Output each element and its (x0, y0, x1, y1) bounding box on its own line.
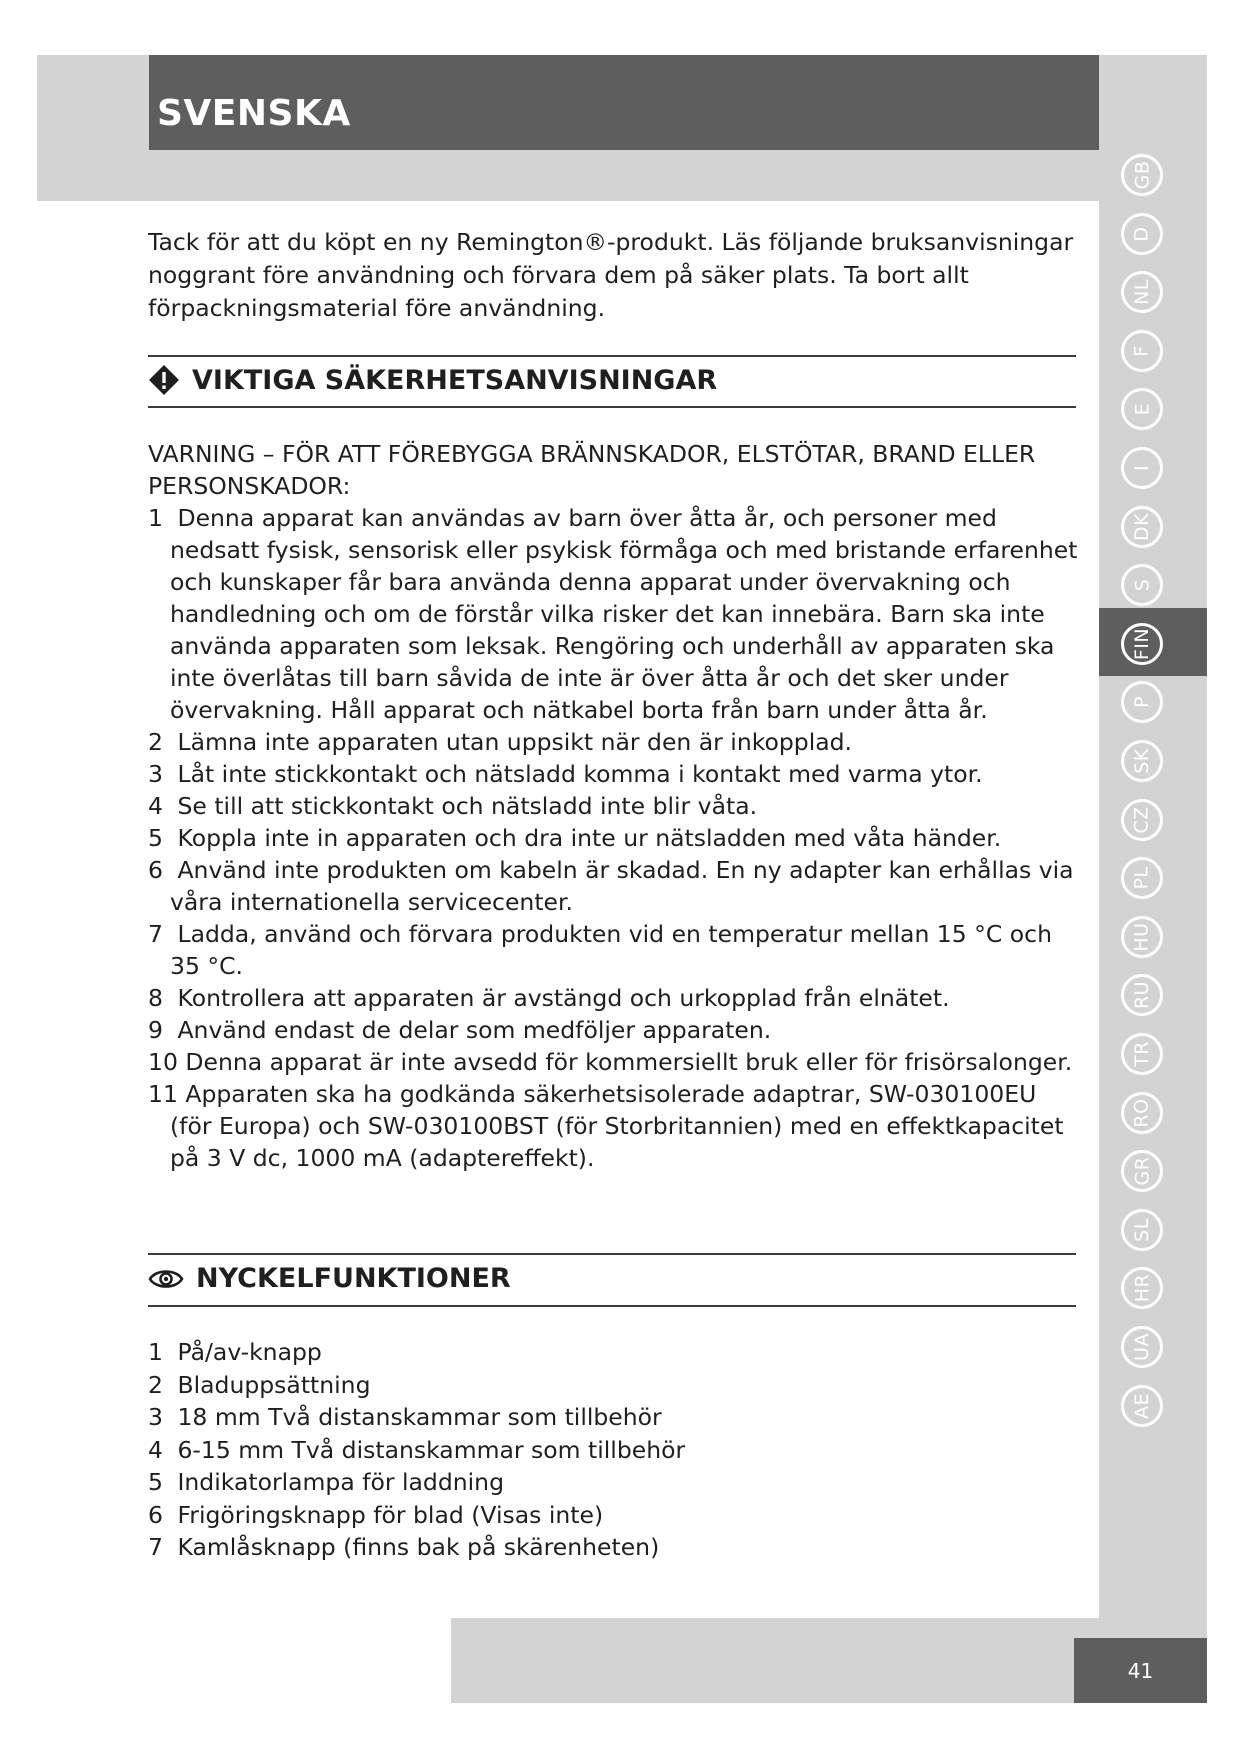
safety-item-text: Lämna inte apparaten utan uppsikt när den är inkopplad. (177, 728, 853, 756)
safety-item-number: 6 (148, 856, 163, 884)
language-tab-label: RO (1130, 1098, 1153, 1128)
language-tab-dk[interactable] (1121, 506, 1163, 548)
language-tab-sk[interactable] (1121, 740, 1163, 782)
language-tab-ru[interactable] (1121, 974, 1163, 1016)
feature-item-text: Bladuppsättning (177, 1370, 371, 1399)
language-tab-gr[interactable] (1121, 1150, 1163, 1192)
safety-item-number: 10 (148, 1048, 178, 1076)
safety-item-number: 1 (148, 504, 163, 532)
safety-heading (148, 364, 717, 396)
safety-item-text: Använd endast de delar som medföljer apparaten. (177, 1016, 772, 1044)
language-tab-label: CZ (1130, 806, 1153, 834)
safety-item (148, 854, 1078, 918)
eye-icon (148, 1266, 184, 1292)
page-number: 41 (1074, 1638, 1207, 1703)
feature-item-number: 1 (148, 1338, 163, 1366)
language-tab-ro[interactable] (1121, 1092, 1163, 1134)
feature-item (148, 1401, 1078, 1434)
safety-item-number: 9 (148, 1016, 163, 1044)
safety-item-number: 5 (148, 824, 163, 852)
safety-item-number: 3 (148, 760, 163, 788)
language-tab-nl[interactable] (1121, 271, 1163, 313)
language-tab-label: NL (1131, 279, 1153, 305)
language-tab-cz[interactable] (1121, 799, 1163, 841)
feature-item-number: 6 (148, 1500, 163, 1529)
language-tab-label: DK (1131, 512, 1153, 542)
safety-item (148, 918, 1078, 982)
feature-item-text: Kamlåsknapp (finns bak på skärenheten) (177, 1533, 660, 1561)
safety-item-text: Denna apparat är inte avsedd för kommersiellt bruk eller för frisörsalonger. (185, 1048, 1073, 1076)
language-tab-label: S (1131, 578, 1153, 592)
safety-item (148, 758, 1078, 790)
feature-item (148, 1336, 1078, 1369)
language-tab-p[interactable] (1121, 681, 1163, 723)
warning-diamond-icon (148, 364, 180, 396)
safety-item-text: Koppla inte in apparaten och dra inte ur nätsladden med våta händer. (177, 824, 1002, 852)
safety-item (148, 502, 1078, 726)
feature-item (148, 1531, 1078, 1564)
safety-item-text: Låt inte stickkontakt och nätsladd komma i kontakt med varma ytor. (177, 760, 983, 788)
divider (148, 1305, 1076, 1307)
language-tab-label: GB (1130, 160, 1153, 190)
language-tab-label: HR (1131, 1273, 1153, 1303)
language-tab-tr[interactable] (1121, 1033, 1163, 1075)
feature-item-text: Indikatorlampa för laddning (177, 1468, 504, 1496)
feature-item-number: 7 (148, 1533, 163, 1561)
safety-item-text: Kontrollera att apparaten är avstängd och urkopplad från elnätet. (177, 984, 950, 1012)
safety-item (148, 726, 1078, 758)
feature-item-number: 2 (148, 1370, 163, 1399)
safety-item-number: 4 (148, 792, 163, 820)
language-tab-label: P (1131, 696, 1153, 708)
feature-item-text: 18 mm Två distanskammar som tillbehör (177, 1403, 662, 1431)
divider (148, 355, 1076, 357)
feature-item (148, 1434, 1078, 1467)
feature-item-number: 3 (148, 1403, 163, 1431)
language-tab-label: F (1131, 345, 1153, 357)
feature-item-text: Frigöringsknapp för blad (Visas inte) (177, 1500, 604, 1529)
safety-item (148, 982, 1078, 1014)
language-tab-label: PL (1130, 866, 1153, 890)
language-tab-sl[interactable] (1121, 1209, 1163, 1251)
language-tab-fin[interactable] (1121, 623, 1163, 665)
features-list (148, 1336, 1078, 1564)
safety-item (148, 1014, 1078, 1046)
safety-item (148, 1078, 1078, 1174)
safety-item-text: Ladda, använd och förvara produkten vid en temperatur mellan 15 °C och 35 °C. (170, 920, 1052, 980)
language-tab-gb[interactable] (1121, 154, 1163, 196)
feature-item (148, 1369, 1078, 1402)
feature-item (148, 1466, 1078, 1499)
language-tab-hr[interactable] (1121, 1267, 1163, 1309)
safety-item (148, 822, 1078, 854)
safety-item-text: Denna apparat kan användas av barn över åtta år, och personer med nedsatt fysisk, sensorisk eller psykisk förmåga och med bristande erfarenhet och kunskaper får bara använda denna apparat under övervakning och handledning och om de förstår vilka risker det kan innebära. Barn ska inte använda apparaten som leksak. Rengöring och underhåll av apparaten ska inte överlåtas till barn såvida de inte är över åtta år och det sker under övervakning. Håll apparat och nätkabel borta från barn under åtta år. (170, 504, 1078, 724)
language-tab-f[interactable] (1121, 330, 1163, 372)
feature-item-text: På/av-knapp (177, 1338, 322, 1366)
safety-heading-text: VIKTIGA SÄKERHETSANVISNINGAR (192, 364, 718, 396)
language-tab-label: HU (1130, 922, 1153, 952)
safety-item-text: Se till att stickkontakt och nätsladd inte blir våta. (177, 792, 758, 820)
safety-item-text: Apparaten ska ha godkända säkerhetsisolerade adaptrar, SW-030100EU (för Europa) och SW-030100BST (för Storbritannien) med en effektkapacitet på 3 V dc, 1000 mA (adaptereffekt). (170, 1080, 1064, 1172)
safety-item-number: 8 (148, 984, 163, 1012)
safety-item-number: 7 (148, 920, 163, 948)
language-tab-label: E (1130, 402, 1153, 416)
language-tab-label: SK (1131, 748, 1153, 774)
language-tab-label: SL (1131, 1218, 1153, 1242)
language-tab-label: RU (1130, 980, 1153, 1010)
language-tab-ua[interactable] (1121, 1326, 1163, 1368)
page-title-bar (149, 55, 1099, 150)
language-tab-label: AE (1130, 1392, 1153, 1420)
language-tab-label: I (1130, 464, 1153, 472)
language-tab-hu[interactable] (1121, 916, 1163, 958)
divider (148, 1253, 1076, 1255)
safety-section (148, 438, 1078, 1174)
safety-item-text: Använd inte produkten om kabeln är skadad. En ny adapter kan erhållas via våra internationella servicecenter. (170, 856, 1074, 916)
safety-item (148, 790, 1078, 822)
language-tab-i[interactable] (1121, 447, 1163, 489)
safety-list (148, 502, 1078, 1174)
feature-item-number: 5 (148, 1468, 163, 1496)
language-tab-e[interactable] (1121, 388, 1163, 430)
feature-item-number: 4 (148, 1435, 163, 1464)
intro-paragraph: Tack för att du köpt en ny Remington®-produkt. Läs följande bruksanvisningar noggrant före användning och förvara dem på säker plats. Ta bort allt förpackningsmaterial före användning. (148, 228, 1074, 322)
language-tab-s[interactable] (1121, 564, 1163, 606)
feature-item (148, 1499, 1078, 1532)
language-tab-label: D (1130, 226, 1153, 242)
language-tab-pl[interactable] (1121, 857, 1163, 899)
page-title: SVENSKA (157, 93, 351, 134)
safety-item (148, 1046, 1078, 1078)
language-tab-label: FIN (1131, 627, 1153, 661)
feature-item-text: 6-15 mm Två distanskammar som tillbehör (177, 1435, 686, 1464)
language-tab-label: UA (1131, 1333, 1153, 1361)
language-tab-label: TR (1131, 1041, 1153, 1067)
language-tab-ae[interactable] (1121, 1385, 1163, 1427)
features-heading-text: NYCKELFUNKTIONER (196, 1263, 511, 1294)
safety-item-number: 2 (148, 728, 163, 756)
safety-item-number: 11 (148, 1080, 178, 1108)
language-tab-label: GR (1131, 1156, 1153, 1186)
language-tab-d[interactable] (1121, 213, 1163, 255)
warning-text: VARNING – FÖR ATT FÖREBYGGA BRÄNNSKADOR, ELSTÖTAR, BRAND ELLER PERSONSKADOR: (148, 440, 1036, 500)
features-heading (148, 1263, 511, 1294)
divider (148, 406, 1076, 408)
